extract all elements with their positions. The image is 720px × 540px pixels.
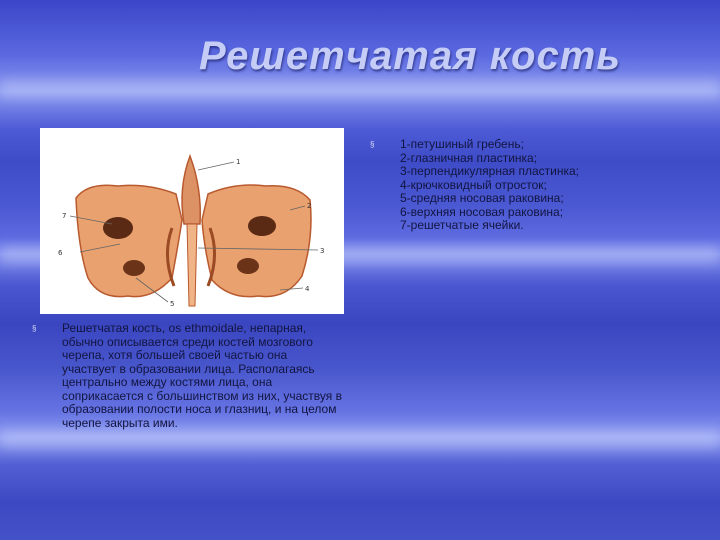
bullet-icon: §	[32, 324, 37, 333]
legend-line: 5-средняя носовая раковина;	[400, 191, 564, 205]
legend-line: 6-верхняя носовая раковина;	[400, 204, 564, 219]
left-cell	[123, 260, 145, 276]
legend-line: 3-перпендикулярная пластинка;	[400, 164, 579, 178]
list-item	[32, 322, 344, 430]
legend-line: 7-решетчатые ячейки.	[400, 218, 524, 232]
label-4: 4	[305, 285, 310, 293]
description-list	[32, 322, 344, 430]
slide-title: Решетчатая кость	[198, 34, 622, 78]
label-2: 2	[307, 202, 312, 210]
bullet-icon: §	[370, 140, 375, 149]
perpendicular-plate	[187, 224, 197, 306]
background-streak	[0, 430, 720, 448]
left-labyrinth	[76, 185, 182, 296]
label-3: 3	[320, 247, 325, 255]
legend-list	[370, 138, 710, 233]
legend-line: 4-крючковидный отросток;	[400, 177, 547, 192]
description-text: Решетчатая кость, os ethmoidale, непарная, обычно описывается среди костей мозгового черепа, хотя большей своей частью она участвует в образовании лица. Располагаясь центрально между костями лица, она соприкасается с большинством из них, участвуя в образовании полости носа и глазниц, и на целом черепе закрыта ими.	[62, 321, 342, 430]
ethmoid-bone-illustration	[40, 128, 344, 314]
right-cell	[248, 216, 276, 236]
left-cell	[103, 217, 133, 239]
legend-text	[400, 138, 579, 233]
list-item	[370, 138, 710, 233]
crista-galli	[182, 156, 200, 224]
legend-line: 2-глазничная пластинка;	[400, 150, 538, 165]
background-streak	[0, 80, 720, 98]
ethmoid-bone-figure	[40, 128, 344, 314]
label-6: 6	[58, 249, 63, 257]
right-cell	[237, 258, 259, 274]
right-labyrinth	[202, 185, 311, 297]
label-1: 1	[236, 158, 241, 166]
label-5: 5	[170, 300, 175, 308]
label-7: 7	[62, 212, 67, 220]
legend-line: 1-петушиный гребень;	[400, 137, 524, 151]
